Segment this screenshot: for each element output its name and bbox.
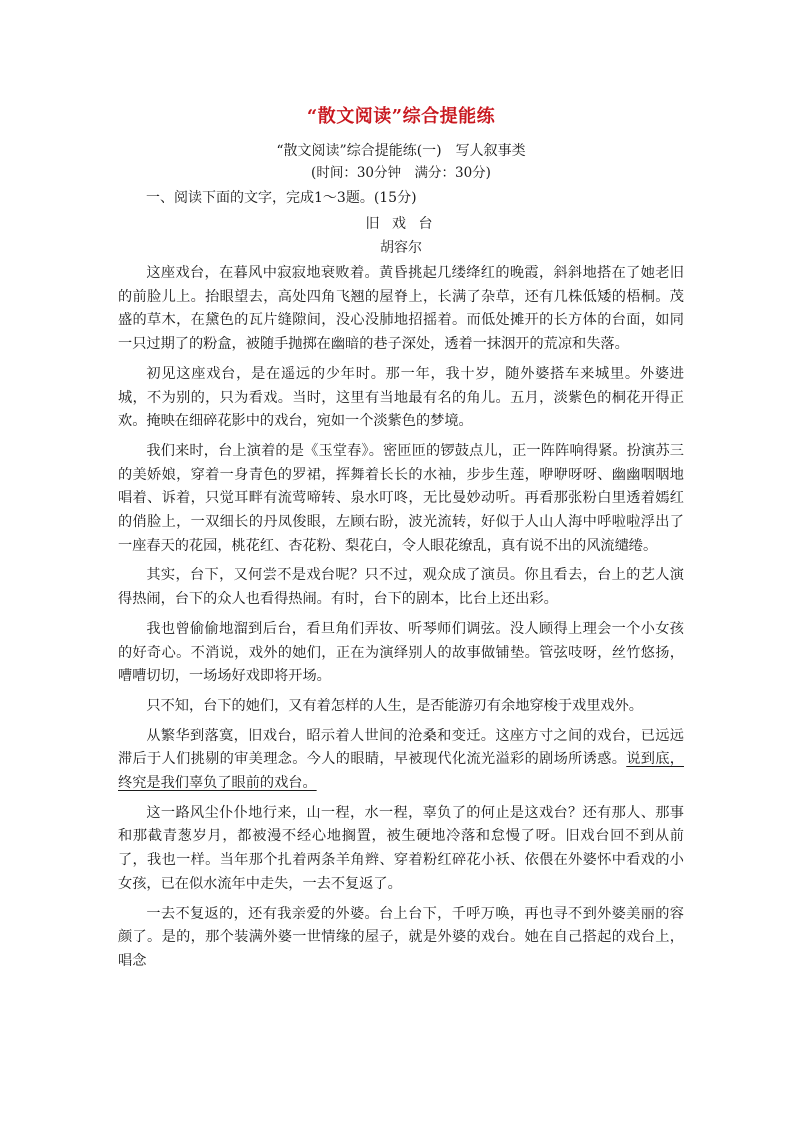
- essay-title: 旧 戏 台: [365, 216, 437, 232]
- question-instruction: 一、阅读下面的文字，完成1～3题。(15分): [146, 190, 417, 206]
- paragraph-7-text: 从繁华到落寞，旧戏台，昭示着人世间的沧桑和变迁。这座方寸之间的戏台，已远远滞后于人们挑剔的审美理念。今人的眼睛，早被现代化流光溢彩的剧场所诱惑。: [118, 727, 684, 768]
- paragraph-4: 其实，台下，又何尝不是戏台呢？只不过，观众成了演员。你且看去，台上的艺人演得热闹，台下的众人也看得热闹。有时，台下的剧本，比台上还出彩。: [118, 567, 684, 608]
- paragraph-9: 一去不复返的，还有我亲爱的外婆。台上台下，千呼万唤，再也寻不到外婆美丽的容颜了。是的，那个装满外婆一世情缘的屋子，就是外婆的戏台。她在自己搭起的戏台上，唱念: [118, 905, 684, 969]
- paragraph-7: [118, 725, 684, 796]
- document-content: [118, 96, 684, 980]
- paragraph-1: 这座戏台，在暮风中寂寂地衰败着。黄昏挑起几缕绛红的晚霞，斜斜地搭在了她老旧的前脸儿上。抬眼望去，高处四角飞翘的屋脊上，长满了杂草，还有几株低矮的梧桐。茂盛的草木，在黛色的瓦片缝隙间，没心没肺地招摇着。而低处摊开的长方体的台面，如同一只过期了的粉盒，被随手抛掷在幽暗的巷子深处，透着一抹洇开的荒凉和失落。: [118, 265, 684, 353]
- paragraph-6: 只不知，台下的她们，又有着怎样的人生，是否能游刃有余地穿梭于戏里戏外。: [146, 697, 643, 714]
- underlined-sentence: 说到底，终究是我们辜负了眼前的戏台。: [118, 751, 684, 792]
- subtitle: “散文阅读”综合提能练(一) 写人叙事类: [276, 143, 526, 159]
- main-title: “散文阅读”综合提能练: [306, 106, 496, 127]
- essay-author: 胡容尔: [380, 240, 422, 256]
- paragraph-3: 我们来时，台上演着的是《玉堂春》。密匝匝的锣鼓点儿，正一阵阵响得紧。扮演苏三的美娇娘，穿着一身青色的罗裙，挥舞着长长的水袖，步步生莲，咿咿呀呀、幽幽咽咽地唱着、诉着，只觉耳畔有流莺啼转、泉水叮咚，无比曼妙动听。再看那张粉白里透着嫣红的俏脸上，一双细长的丹凤俊眼，左顾右盼，波光流转，好似于人山人海中呼啦啦浮出了一座春天的花园，桃花红、杏花粉、梨花白，令人眼花缭乱，真有说不出的风流缱绻。: [118, 442, 684, 554]
- paragraph-2: 初见这座戏台，是在遥远的少年时。那一年，我十岁，随外婆搭车来城里。外婆进城，不为别的，只为看戏。当时，这里有当地最有名的角儿。五月，淡紫色的桐花开得正欢。掩映在细碎花影中的戏台，宛如一个淡紫色的梦境。: [118, 365, 684, 430]
- paragraph-5: 我也曾偷偷地溜到后台，看旦角们弄妆、听琴师们调弦。没人顾得上理会一个小女孩的好奇心。不消说，戏外的她们，正在为演绎别人的故事做铺垫。管弦吱呀，丝竹悠扬，嘈嘈切切，一场场好戏即将开场。: [118, 620, 684, 685]
- paragraph-8: 这一路风尘仆仆地行来，山一程，水一程，辜负了的何止是这戏台？还有那人、那事和那截青葱岁月，都被漫不经心地搁置，被生硬地冷落和怠慢了呀。旧戏台回不到从前了，我也一样。当年那个扎着两条羊角辫、穿着粉红碎花小袄、依偎在外婆怀中看戏的小女孩，已在似水流年中走失，一去不复返了。: [118, 804, 684, 892]
- time-info: (时间：30分钟 满分：30分): [311, 165, 491, 181]
